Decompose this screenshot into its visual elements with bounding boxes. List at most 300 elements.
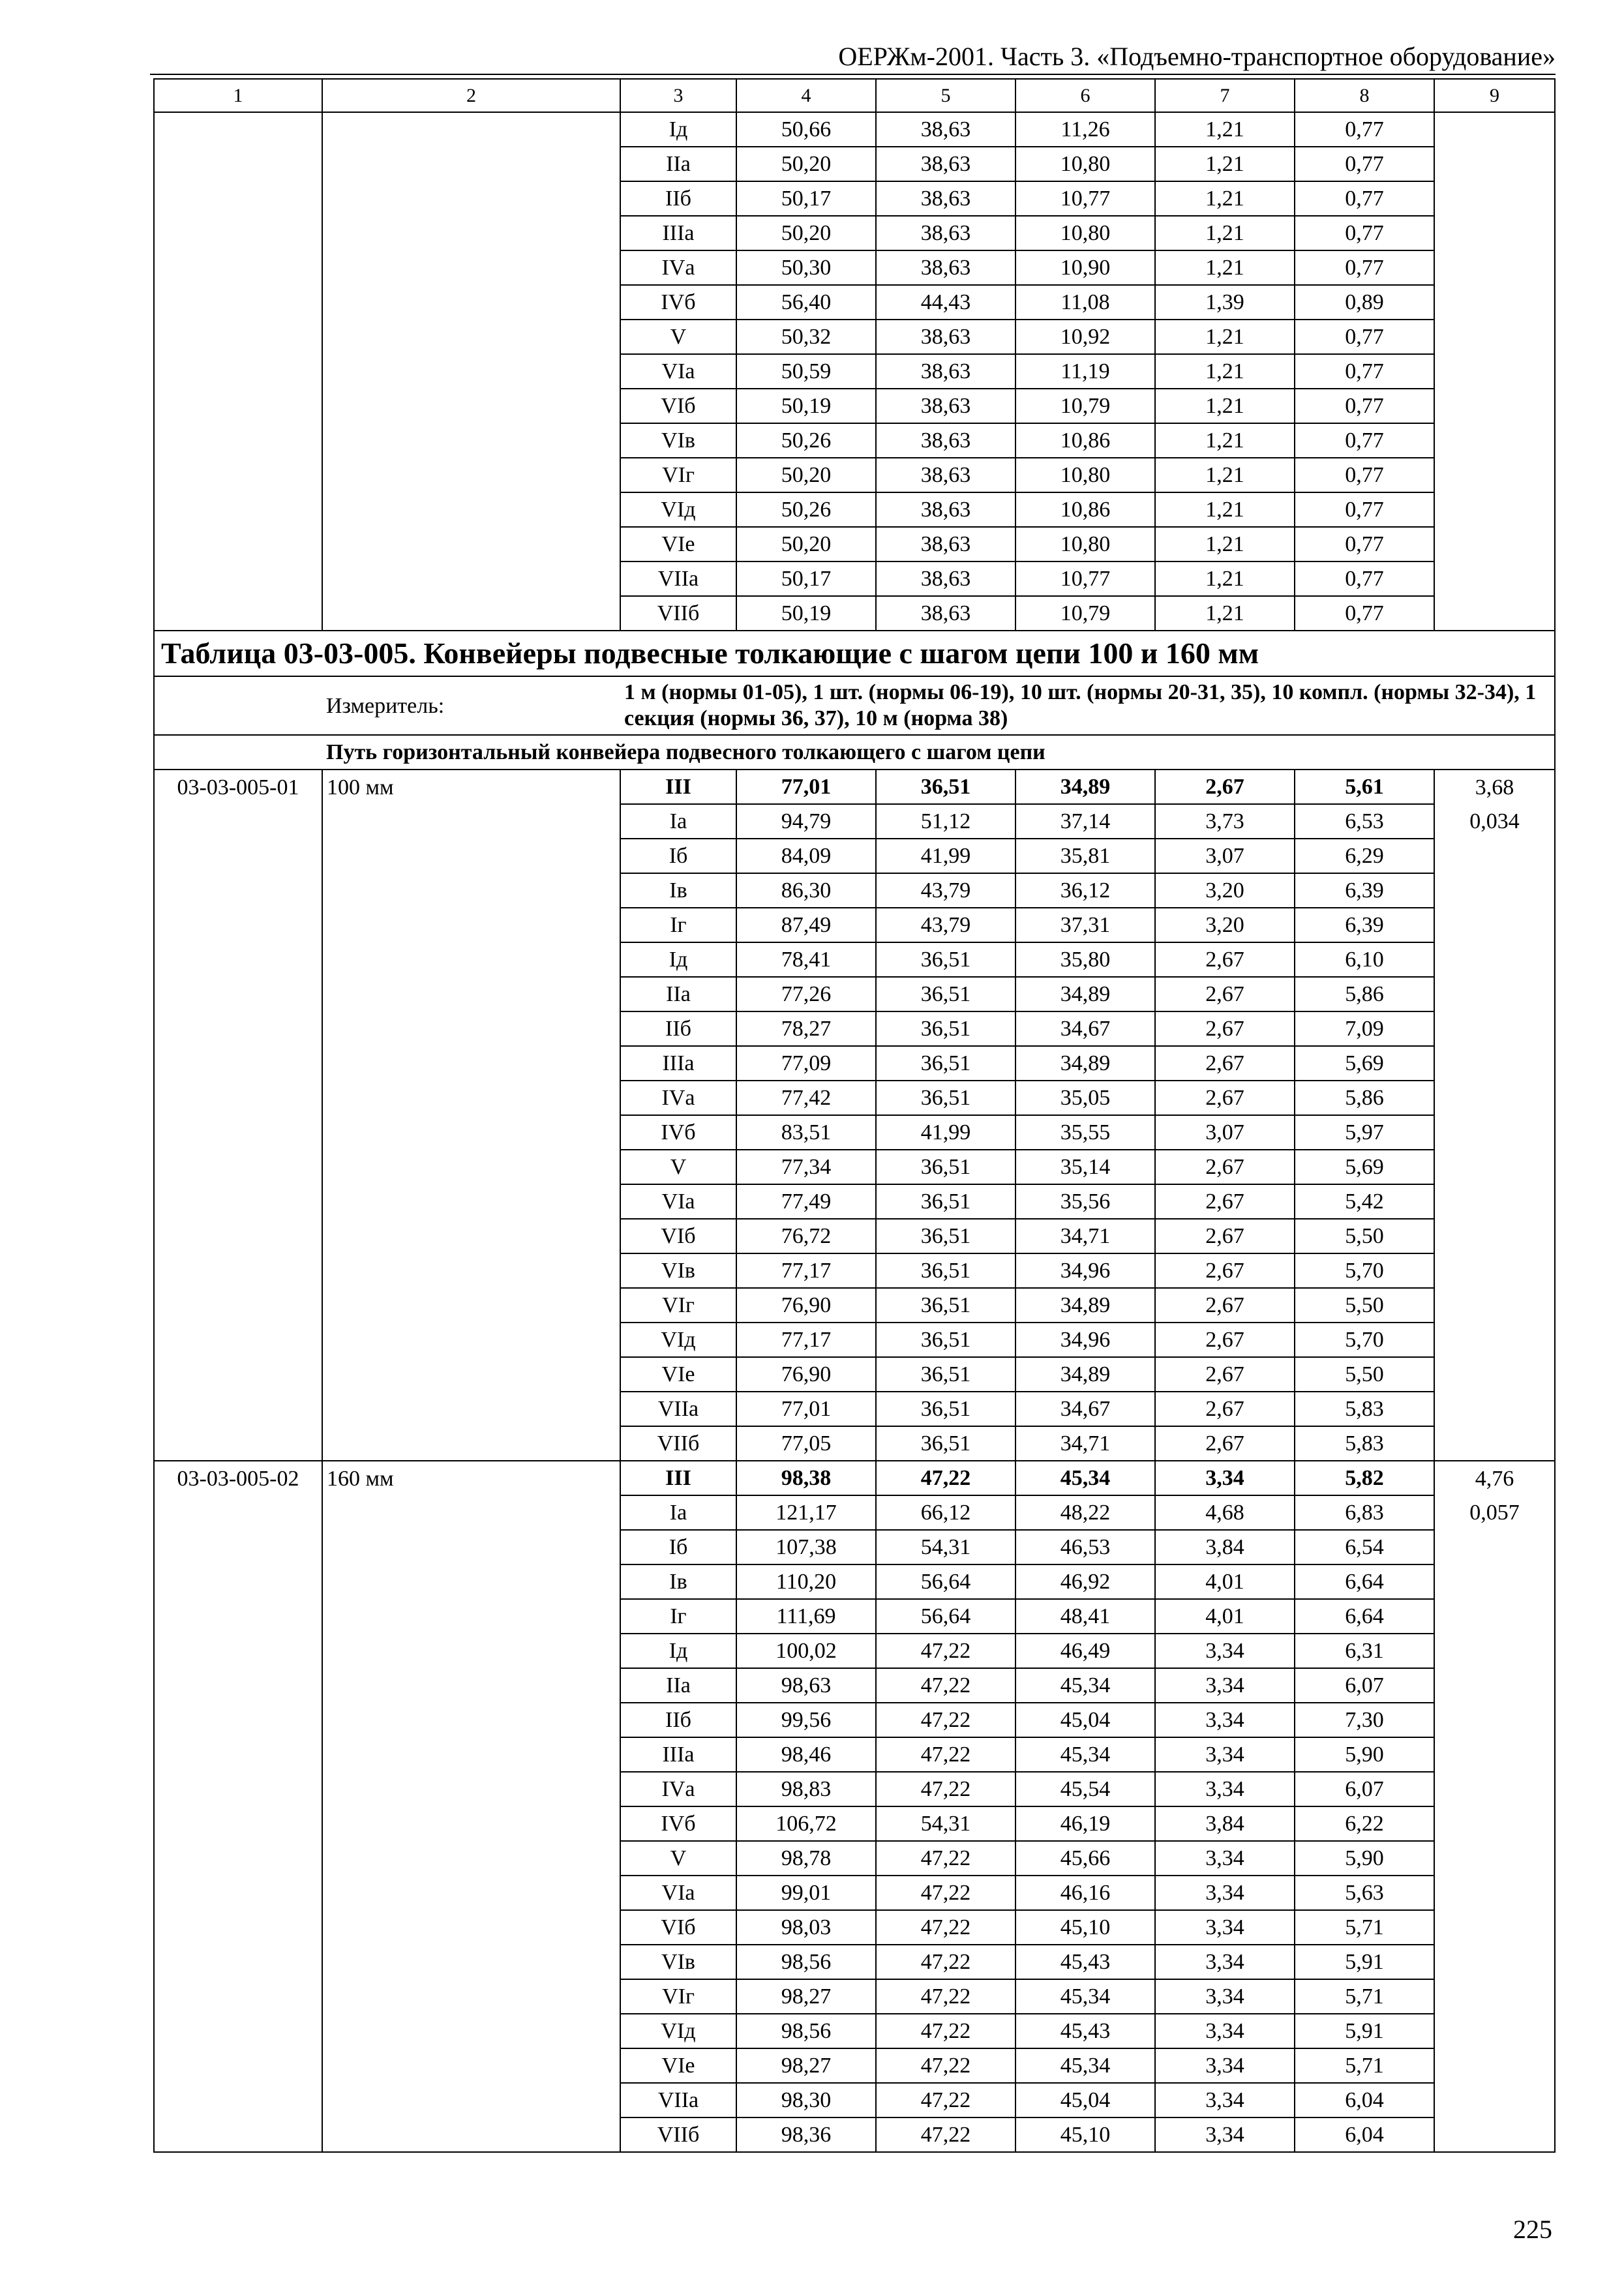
value-cell: 77,26 (736, 977, 876, 1011)
region-cell: VIа (620, 1184, 736, 1219)
table-row (154, 1945, 1555, 1979)
value-cell: 38,63 (876, 354, 1015, 389)
region-cell: Iд (620, 942, 736, 977)
value-cell: 6,39 (1295, 908, 1434, 942)
table-row (154, 1910, 1555, 1945)
value-cell: 10,86 (1015, 492, 1155, 527)
col9-cell (1434, 1357, 1555, 1392)
measure-text: 1 м (нормы 01-05), 1 шт. (нормы 06-19), 10 шт. (нормы 20-31, 35), 10 компл. (нормы 32-34), 1 секция (нормы 36, 37), 10 м (норма 38) (620, 676, 1555, 735)
col9-cell (1434, 423, 1555, 458)
value-cell: 46,53 (1015, 1530, 1155, 1564)
name-cell (322, 1737, 620, 1772)
value-cell: 0,77 (1295, 423, 1434, 458)
value-cell: 77,17 (736, 1253, 876, 1288)
value-cell: 98,30 (736, 2083, 876, 2117)
code-cell (154, 1564, 322, 1599)
value-cell: 86,30 (736, 873, 876, 908)
name-cell (322, 1150, 620, 1184)
value-cell: 2,67 (1155, 1323, 1295, 1357)
table-row (154, 1668, 1555, 1703)
name-cell (322, 1357, 620, 1392)
value-cell: 77,49 (736, 1184, 876, 1219)
value-cell: 50,20 (736, 216, 876, 250)
code-cell (154, 1910, 322, 1945)
col9-cell (1434, 147, 1555, 181)
table-row (154, 908, 1555, 942)
code-cell (154, 1115, 322, 1150)
value-cell: 3,84 (1155, 1530, 1295, 1564)
region-cell: V (620, 320, 736, 354)
col9-cell: 4,76 (1434, 1461, 1555, 1495)
value-cell: 98,27 (736, 1979, 876, 2014)
value-cell: 6,83 (1295, 1495, 1434, 1530)
value-cell: 50,66 (736, 112, 876, 147)
name-cell (322, 873, 620, 908)
section-spacer (154, 735, 322, 770)
region-cell: VIIа (620, 561, 736, 596)
column-number: 9 (1434, 79, 1555, 112)
col9-cell (1434, 1081, 1555, 1115)
table-row (154, 1979, 1555, 2014)
value-cell: 2,67 (1155, 1392, 1295, 1426)
value-cell: 4,68 (1155, 1495, 1295, 1530)
col9-cell (1434, 1530, 1555, 1564)
name-cell (322, 2117, 620, 2152)
value-cell: 10,77 (1015, 561, 1155, 596)
code-cell (154, 908, 322, 942)
name-cell (322, 1634, 620, 1668)
value-cell: 36,51 (876, 1253, 1015, 1288)
value-cell: 45,34 (1015, 1737, 1155, 1772)
name-cell (322, 1011, 620, 1046)
value-cell: 36,51 (876, 1184, 1015, 1219)
table-row (154, 1184, 1555, 1219)
value-cell: 47,22 (876, 2048, 1015, 2083)
code-cell (154, 1945, 322, 1979)
value-cell: 35,14 (1015, 1150, 1155, 1184)
table-row (154, 1634, 1555, 1668)
region-cell: VIд (620, 1323, 736, 1357)
region-cell: VIIа (620, 2083, 736, 2117)
value-cell: 36,12 (1015, 873, 1155, 908)
value-cell: 10,80 (1015, 458, 1155, 492)
value-cell: 35,81 (1015, 839, 1155, 873)
value-cell: 3,34 (1155, 1979, 1295, 2014)
table-row (154, 1046, 1555, 1081)
table-row (154, 1323, 1555, 1357)
region-cell: Iд (620, 1634, 736, 1668)
value-cell: 47,22 (876, 1841, 1015, 1876)
name-cell (322, 1115, 620, 1150)
page-header-title: ОЕРЖм-2001. Часть 3. «Подъемно-транспортное оборудование» (838, 42, 1556, 71)
region-cell: IIIа (620, 1737, 736, 1772)
region-cell: III (620, 1461, 736, 1495)
continued-row (154, 492, 1555, 527)
value-cell: 48,41 (1015, 1599, 1155, 1634)
region-cell: IIб (620, 1011, 736, 1046)
name-cell (322, 908, 620, 942)
value-cell: 41,99 (876, 839, 1015, 873)
table-row (154, 1461, 1555, 1495)
value-cell: 10,90 (1015, 250, 1155, 285)
column-number: 3 (620, 79, 736, 112)
name-cell (322, 1219, 620, 1253)
code-cell (154, 492, 322, 527)
value-cell: 6,64 (1295, 1564, 1434, 1599)
value-cell: 36,51 (876, 942, 1015, 977)
value-cell: 98,03 (736, 1910, 876, 1945)
value-cell: 10,92 (1015, 320, 1155, 354)
name-cell (322, 1703, 620, 1737)
table-row (154, 1806, 1555, 1841)
region-cell: Iд (620, 112, 736, 147)
table-row (154, 1150, 1555, 1184)
value-cell: 98,83 (736, 1772, 876, 1806)
col9-cell (1434, 2083, 1555, 2117)
continued-row (154, 527, 1555, 561)
value-cell: 50,26 (736, 423, 876, 458)
value-cell: 3,34 (1155, 1737, 1295, 1772)
value-cell: 47,22 (876, 1945, 1015, 1979)
col9-cell (1434, 2117, 1555, 2152)
value-cell: 0,77 (1295, 216, 1434, 250)
value-cell: 38,63 (876, 181, 1015, 216)
value-cell: 38,63 (876, 492, 1015, 527)
table-row (154, 770, 1555, 804)
code-cell (154, 389, 322, 423)
code-cell (154, 320, 322, 354)
table-row (154, 1564, 1555, 1599)
table-row (154, 1357, 1555, 1392)
value-cell: 38,63 (876, 458, 1015, 492)
table-title: Таблица 03-03-005. Конвейеры подвесные толкающие с шагом цепи 100 и 160 мм (154, 631, 1555, 676)
value-cell: 6,64 (1295, 1599, 1434, 1634)
value-cell: 5,90 (1295, 1841, 1434, 1876)
value-cell: 3,34 (1155, 2048, 1295, 2083)
region-cell: VIе (620, 2048, 736, 2083)
name-cell (322, 1564, 620, 1599)
value-cell: 5,86 (1295, 977, 1434, 1011)
region-cell: IVа (620, 250, 736, 285)
value-cell: 106,72 (736, 1806, 876, 1841)
value-cell: 47,22 (876, 1461, 1015, 1495)
continued-row (154, 596, 1555, 631)
col9-cell (1434, 1046, 1555, 1081)
value-cell: 56,64 (876, 1564, 1015, 1599)
value-cell: 98,63 (736, 1668, 876, 1703)
name-cell (322, 147, 620, 181)
value-cell: 98,78 (736, 1841, 876, 1876)
name-cell (322, 1979, 620, 2014)
value-cell: 76,90 (736, 1288, 876, 1323)
code-cell (154, 423, 322, 458)
value-cell: 98,56 (736, 1945, 876, 1979)
column-number: 5 (876, 79, 1015, 112)
value-cell: 0,77 (1295, 250, 1434, 285)
value-cell: 34,89 (1015, 1288, 1155, 1323)
value-cell: 38,63 (876, 320, 1015, 354)
value-cell: 78,41 (736, 942, 876, 977)
value-cell: 1,21 (1155, 492, 1295, 527)
region-cell: IVа (620, 1772, 736, 1806)
value-cell: 77,09 (736, 1046, 876, 1081)
code-cell (154, 1323, 322, 1357)
value-cell: 6,22 (1295, 1806, 1434, 1841)
value-cell: 34,96 (1015, 1253, 1155, 1288)
value-cell: 87,49 (736, 908, 876, 942)
name-cell (322, 839, 620, 873)
value-cell: 1,21 (1155, 354, 1295, 389)
table-row (154, 942, 1555, 977)
value-cell: 2,67 (1155, 1253, 1295, 1288)
value-cell: 38,63 (876, 423, 1015, 458)
value-cell: 36,51 (876, 1011, 1015, 1046)
table-row (154, 977, 1555, 1011)
region-cell: Iв (620, 1564, 736, 1599)
col9-cell (1434, 112, 1555, 147)
value-cell: 77,01 (736, 1392, 876, 1426)
value-cell: 98,27 (736, 2048, 876, 2083)
code-cell (154, 147, 322, 181)
code-cell (154, 942, 322, 977)
code-cell (154, 527, 322, 561)
value-cell: 0,77 (1295, 527, 1434, 561)
continued-row (154, 181, 1555, 216)
col9-cell (1434, 320, 1555, 354)
region-cell: IIб (620, 181, 736, 216)
column-number: 6 (1015, 79, 1155, 112)
value-cell: 3,34 (1155, 1772, 1295, 1806)
col9-cell (1434, 1876, 1555, 1910)
value-cell: 6,10 (1295, 942, 1434, 977)
norms-table (153, 78, 1556, 2153)
value-cell: 7,30 (1295, 1703, 1434, 1737)
value-cell: 47,22 (876, 1772, 1015, 1806)
col9-cell (1434, 908, 1555, 942)
code-cell (154, 596, 322, 631)
col9-cell (1434, 1288, 1555, 1323)
code-cell (154, 804, 322, 839)
value-cell: 38,63 (876, 389, 1015, 423)
col9-cell (1434, 839, 1555, 873)
value-cell: 36,51 (876, 1081, 1015, 1115)
value-cell: 50,32 (736, 320, 876, 354)
continued-row (154, 423, 1555, 458)
value-cell: 37,14 (1015, 804, 1155, 839)
value-cell: 76,90 (736, 1357, 876, 1392)
value-cell: 1,21 (1155, 423, 1295, 458)
col9-cell: 0,034 (1434, 804, 1555, 839)
table-row (154, 1288, 1555, 1323)
value-cell: 5,83 (1295, 1426, 1434, 1461)
value-cell: 54,31 (876, 1530, 1015, 1564)
value-cell: 34,71 (1015, 1426, 1155, 1461)
value-cell: 45,04 (1015, 2083, 1155, 2117)
col9-cell (1434, 1979, 1555, 2014)
value-cell: 10,80 (1015, 527, 1155, 561)
region-cell: Iв (620, 873, 736, 908)
value-cell: 5,71 (1295, 1979, 1434, 2014)
table-title-row (154, 631, 1555, 676)
value-cell: 3,34 (1155, 1910, 1295, 1945)
value-cell: 6,39 (1295, 873, 1434, 908)
region-cell: Iб (620, 1530, 736, 1564)
value-cell: 2,67 (1155, 942, 1295, 977)
value-cell: 44,43 (876, 285, 1015, 320)
region-cell: Iг (620, 1599, 736, 1634)
name-cell (322, 423, 620, 458)
value-cell: 2,67 (1155, 1011, 1295, 1046)
value-cell: 47,22 (876, 1979, 1015, 2014)
col9-cell (1434, 1150, 1555, 1184)
value-cell: 50,20 (736, 458, 876, 492)
table-row (154, 1530, 1555, 1564)
table-row (154, 1599, 1555, 1634)
value-cell: 2,67 (1155, 1426, 1295, 1461)
code-cell (154, 1426, 322, 1461)
value-cell: 10,86 (1015, 423, 1155, 458)
value-cell: 43,79 (876, 873, 1015, 908)
value-cell: 10,80 (1015, 216, 1155, 250)
col9-cell (1434, 354, 1555, 389)
value-cell: 3,34 (1155, 2083, 1295, 2117)
region-cell: IIIа (620, 216, 736, 250)
value-cell: 5,71 (1295, 1910, 1434, 1945)
code-cell (154, 285, 322, 320)
code-cell (154, 873, 322, 908)
value-cell: 3,34 (1155, 1945, 1295, 1979)
col9-cell (1434, 1703, 1555, 1737)
value-cell: 46,19 (1015, 1806, 1155, 1841)
col9-cell (1434, 250, 1555, 285)
value-cell: 34,89 (1015, 1046, 1155, 1081)
value-cell: 36,51 (876, 1150, 1015, 1184)
value-cell: 77,17 (736, 1323, 876, 1357)
value-cell: 47,22 (876, 2083, 1015, 2117)
value-cell: 0,89 (1295, 285, 1434, 320)
value-cell: 3,34 (1155, 1841, 1295, 1876)
region-cell: VIг (620, 1979, 736, 2014)
col9-cell (1434, 1011, 1555, 1046)
value-cell: 5,97 (1295, 1115, 1434, 1150)
value-cell: 50,26 (736, 492, 876, 527)
col9-cell (1434, 458, 1555, 492)
value-cell: 34,89 (1015, 1357, 1155, 1392)
value-cell: 10,80 (1015, 147, 1155, 181)
value-cell: 5,82 (1295, 1461, 1434, 1495)
value-cell: 111,69 (736, 1599, 876, 1634)
name-cell (322, 1392, 620, 1426)
value-cell: 34,71 (1015, 1219, 1155, 1253)
code-cell (154, 1979, 322, 2014)
value-cell: 47,22 (876, 1910, 1015, 1945)
col9-cell (1434, 1945, 1555, 1979)
name-cell (322, 285, 620, 320)
code-cell (154, 1392, 322, 1426)
col9-cell (1434, 1737, 1555, 1772)
region-cell: IVб (620, 1115, 736, 1150)
value-cell: 2,67 (1155, 1357, 1295, 1392)
value-cell: 3,07 (1155, 839, 1295, 873)
measure-label: Измеритель: (326, 693, 445, 718)
value-cell: 36,51 (876, 1046, 1015, 1081)
value-cell: 50,17 (736, 561, 876, 596)
value-cell: 50,19 (736, 389, 876, 423)
region-cell: V (620, 1841, 736, 1876)
value-cell: 98,38 (736, 1461, 876, 1495)
value-cell: 5,70 (1295, 1323, 1434, 1357)
value-cell: 5,83 (1295, 1392, 1434, 1426)
table-row (154, 1841, 1555, 1876)
value-cell: 56,64 (876, 1599, 1015, 1634)
region-cell: VIа (620, 1876, 736, 1910)
region-cell: VIг (620, 1288, 736, 1323)
value-cell: 1,21 (1155, 458, 1295, 492)
value-cell: 1,21 (1155, 181, 1295, 216)
name-cell (322, 804, 620, 839)
table-row (154, 2048, 1555, 2083)
name-cell (322, 1841, 620, 1876)
code-cell (154, 2083, 322, 2117)
value-cell: 2,67 (1155, 1184, 1295, 1219)
code-cell (154, 1046, 322, 1081)
name-cell (322, 1876, 620, 1910)
column-number: 1 (154, 79, 322, 112)
code-cell (154, 216, 322, 250)
continued-row (154, 216, 1555, 250)
value-cell: 34,89 (1015, 977, 1155, 1011)
col9-cell (1434, 1253, 1555, 1288)
name-cell (322, 1288, 620, 1323)
value-cell: 0,77 (1295, 354, 1434, 389)
name-cell (322, 389, 620, 423)
code-cell (154, 1841, 322, 1876)
value-cell: 46,49 (1015, 1634, 1155, 1668)
region-cell: VIд (620, 492, 736, 527)
value-cell: 5,42 (1295, 1184, 1434, 1219)
value-cell: 36,51 (876, 977, 1015, 1011)
col9-cell (1434, 1599, 1555, 1634)
value-cell: 1,21 (1155, 561, 1295, 596)
value-cell: 78,27 (736, 1011, 876, 1046)
region-cell: VIе (620, 1357, 736, 1392)
value-cell: 77,05 (736, 1426, 876, 1461)
value-cell: 5,50 (1295, 1219, 1434, 1253)
value-cell: 51,12 (876, 804, 1015, 839)
value-cell: 54,31 (876, 1806, 1015, 1841)
col9-cell (1434, 977, 1555, 1011)
value-cell: 47,22 (876, 2117, 1015, 2152)
value-cell: 34,67 (1015, 1392, 1155, 1426)
value-cell: 2,67 (1155, 1046, 1295, 1081)
name-cell (322, 1184, 620, 1219)
value-cell: 45,66 (1015, 1841, 1155, 1876)
value-cell: 36,51 (876, 1426, 1015, 1461)
col9-cell (1434, 942, 1555, 977)
value-cell: 4,01 (1155, 1599, 1295, 1634)
table-row (154, 1253, 1555, 1288)
value-cell: 36,51 (876, 1219, 1015, 1253)
value-cell: 47,22 (876, 1703, 1015, 1737)
region-cell: III (620, 770, 736, 804)
value-cell: 6,54 (1295, 1530, 1434, 1564)
code-cell (154, 1599, 322, 1634)
code-cell (154, 1737, 322, 1772)
code-cell (154, 112, 322, 147)
value-cell: 50,30 (736, 250, 876, 285)
name-cell (322, 1323, 620, 1357)
continued-row (154, 112, 1555, 147)
